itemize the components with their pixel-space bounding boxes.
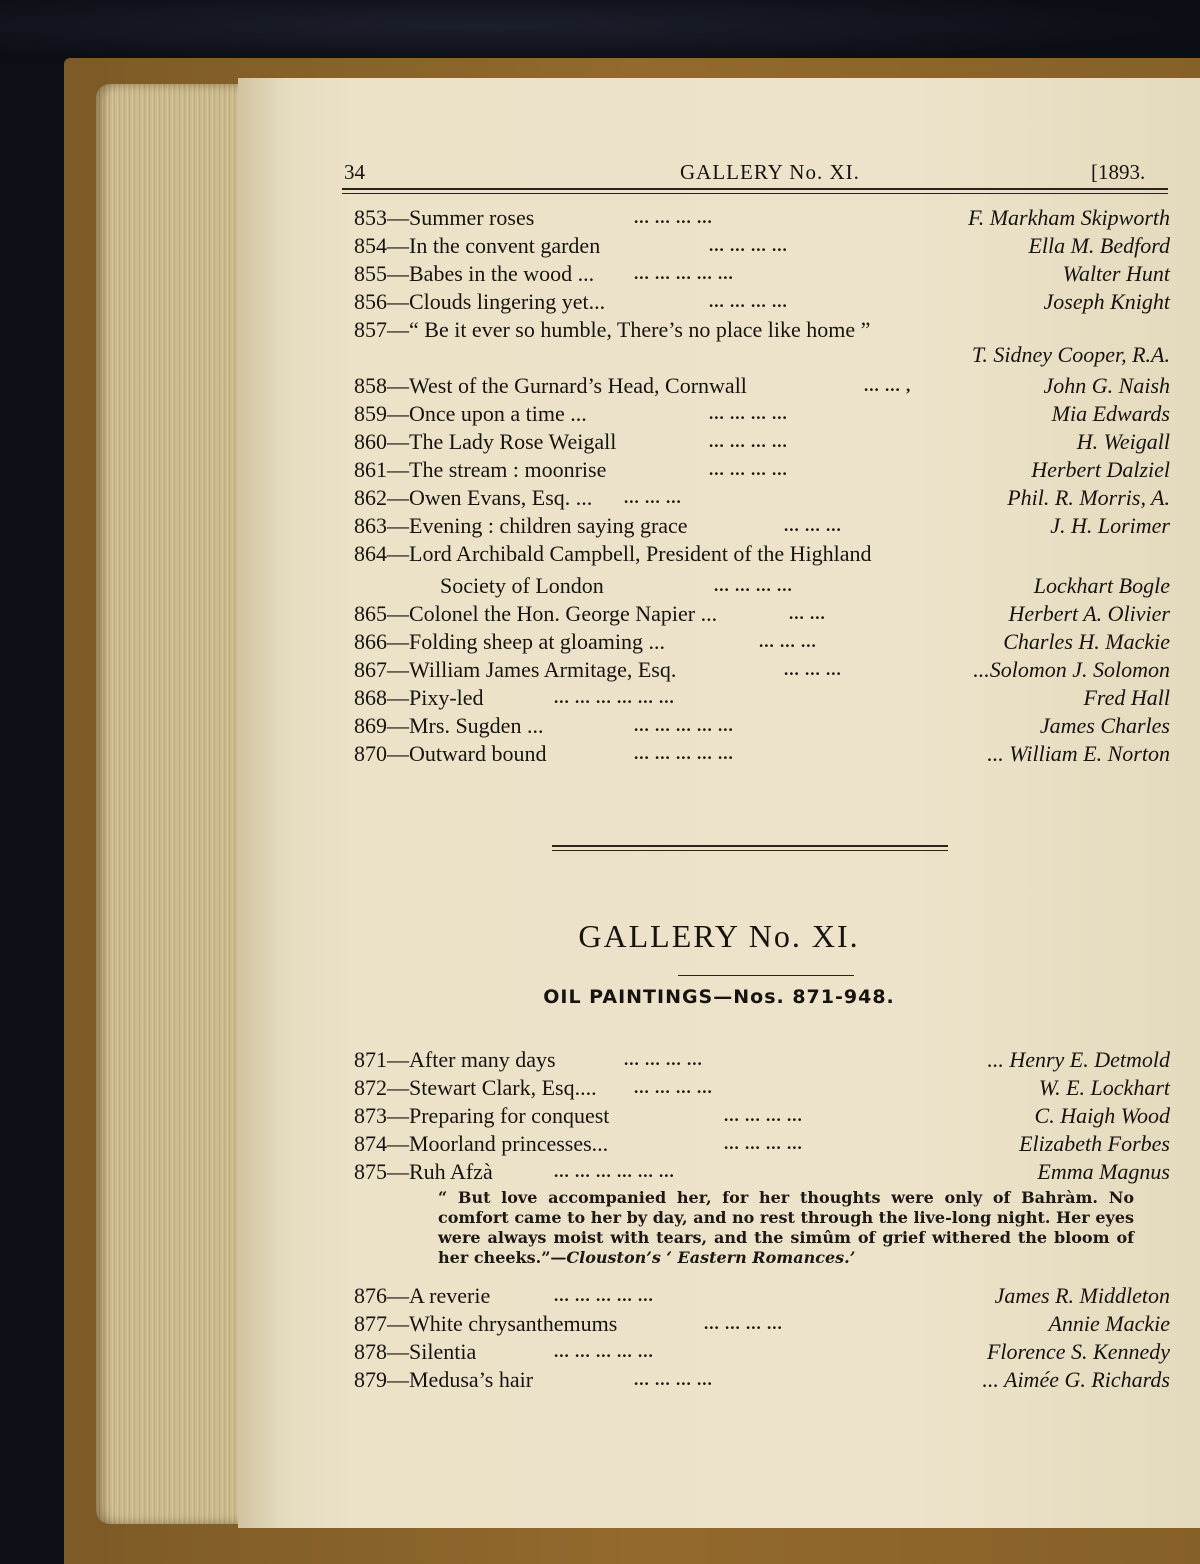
leader-dots: ... ... ... [759, 632, 817, 651]
entry-artist: ...Solomon J. Solomon [973, 657, 1170, 682]
leader-dots: ... ... ... ... ... ... [554, 688, 675, 707]
entry-number-title: 870—Outward bound [354, 741, 547, 766]
leader-dots: ... ... ... [624, 488, 682, 507]
leader-dots: ... ... ... ... ... ... [554, 1162, 675, 1181]
catalogue-entry [354, 1130, 1170, 1158]
catalogue-entry [354, 1074, 1170, 1102]
catalogue-entry [354, 400, 1170, 428]
catalogue-entry [354, 428, 1170, 456]
catalogue-entry [354, 656, 1170, 684]
entry-artist: James R. Middleton [994, 1283, 1170, 1308]
leader-dots: ... ... ... ... [714, 576, 793, 595]
entry-artist: J. H. Lorimer [1050, 513, 1170, 538]
entry-artist: W. E. Lockhart [1038, 1075, 1170, 1100]
leader-dots: ... ... , [864, 376, 912, 395]
section-divider-thin [552, 850, 948, 851]
catalogue-entry [354, 712, 1170, 740]
entry-artist: Annie Mackie [1048, 1311, 1170, 1336]
entry-artist: ... Henry E. Detmold [987, 1047, 1170, 1072]
entry-artist: Emma Magnus [1037, 1159, 1170, 1184]
entry-artist: H. Weigall [1076, 429, 1170, 454]
catalogue-entry [354, 1102, 1170, 1130]
entry-number-title: 879—Medusa’s hair [354, 1367, 534, 1392]
entry-number-title: 869—Mrs. Sugden ... [354, 713, 544, 738]
entry-artist-857: T. Sidney Cooper, R.A. [971, 342, 1170, 367]
entry-number-title: 868—Pixy-led [354, 685, 484, 710]
catalogue-entry [354, 684, 1170, 712]
entry-artist: Walter Hunt [1062, 261, 1170, 286]
entry-artist: Fred Hall [1083, 685, 1170, 710]
gallery-heading: GALLERY No. XI. [578, 918, 860, 954]
entry-number-title: 855—Babes in the wood ... [354, 261, 595, 286]
catalogue-entry [354, 540, 1170, 568]
entry-number-title: 867—William James Armitage, Esq. [354, 657, 677, 682]
entry-artist: Charles H. Mackie [1003, 629, 1170, 654]
header-rule-thin [342, 193, 1168, 194]
leader-dots: ... ... ... ... ... [634, 744, 734, 763]
catalogue-entry [354, 1338, 1170, 1366]
catalogue-entry [354, 628, 1170, 656]
leader-dots: ... ... ... [784, 660, 842, 679]
entry-artist: John G. Naish [1043, 373, 1170, 398]
entry-number-title: 853—Summer roses [354, 205, 535, 230]
entry-number-title: 863—Evening : children saying grace [354, 513, 688, 538]
entry-artist: F. Markham Skipworth [968, 205, 1170, 230]
leader-dots: ... ... ... ... ... [554, 1286, 654, 1305]
catalogue-entry [354, 260, 1170, 288]
catalogue-entry [354, 316, 1170, 344]
quotation-875 [438, 1188, 1134, 1268]
entry-number-title: 872—Stewart Clark, Esq.... [354, 1075, 597, 1100]
entry-artist-864: Lockhart Bogle [1033, 573, 1170, 598]
heading-rule [678, 975, 854, 976]
entry-artist: Ella M. Bedford [1028, 233, 1170, 258]
gallery-subheading: OIL PAINTINGS—Nos. 871-948. [543, 986, 895, 1008]
entry-number-title: 875—Ruh Afzà [354, 1159, 493, 1184]
entry-number-title: 866—Folding sheep at gloaming ... [354, 629, 666, 654]
entry-number-title: 865—Colonel the Hon. George Napier ... [354, 601, 718, 626]
book-page [238, 78, 1200, 1528]
entry-number-title: 859—Once upon a time ... [354, 401, 587, 426]
entry-artist: Joseph Knight [1043, 289, 1170, 314]
running-title: GALLERY No. XI. [680, 160, 860, 184]
catalogue-entry [354, 1046, 1170, 1074]
leader-dots: ... ... ... ... ... [634, 716, 734, 735]
entry-artist: Herbert Dalziel [1031, 457, 1170, 482]
entry-number-title: 876—A reverie [354, 1283, 491, 1308]
entry-number-title: 854—In the convent garden [354, 233, 601, 258]
quotation-source: Clouston’s ‘ Eastern Romances.’ [566, 1248, 856, 1267]
entry-artist: Herbert A. Olivier [1008, 601, 1170, 626]
page-number: 34 [344, 160, 365, 184]
entry-number-title: 874—Moorland princesses... [354, 1131, 609, 1156]
leader-dots: ... ... ... ... [709, 404, 788, 423]
catalogue-entry [354, 372, 1170, 400]
entry-number-title: 871—After many days [354, 1047, 556, 1072]
leader-dots: ... ... ... ... [709, 236, 788, 255]
running-year: [1893. [1091, 160, 1146, 184]
leader-dots: ... ... ... ... [704, 1314, 783, 1333]
catalogue-entry [354, 288, 1170, 316]
leader-dots: ... ... ... ... [709, 432, 788, 451]
leader-dots: ... ... ... ... ... [554, 1342, 654, 1361]
leader-dots: ... ... ... ... [634, 1078, 713, 1097]
leader-dots: ... ... [789, 604, 826, 623]
entry-number-title: 873—Preparing for conquest [354, 1103, 610, 1128]
entry-title-continuation: Society of London [440, 573, 604, 598]
entry-number-title: 858—West of the Gurnard’s Head, Cornwall [354, 373, 747, 398]
entry-864-continuation [354, 572, 1170, 600]
entry-number-title: 864—Lord Archibald Campbell, President of the Highland [354, 541, 872, 566]
entry-artist: Mia Edwards [1051, 401, 1170, 426]
catalogue-entry [354, 512, 1170, 540]
catalogue-entry [354, 484, 1170, 512]
catalogue-entry [354, 232, 1170, 260]
quotation-text: “ But love accompanied her, for her thoughts were only of Bahràm. No comfort came to her by day, and no rest through the live-long night. Her eyes were always moist with tears, and the simûm of grief withered the bloom of her cheeks.”— [438, 1188, 1134, 1267]
entry-number-title: 856—Clouds lingering yet... [354, 289, 606, 314]
leader-dots: ... ... ... [784, 516, 842, 535]
entry-number-title: 877—White chrysanthemums [354, 1311, 618, 1336]
entry-artist: James Charles [1039, 713, 1170, 738]
entry-number-title: 860—The Lady Rose Weigall [354, 429, 617, 454]
page-edges [96, 84, 246, 1524]
entry-artist: ... Aimée G. Richards [982, 1367, 1170, 1392]
header-rule [342, 188, 1168, 190]
leader-dots: ... ... ... ... ... [634, 264, 734, 283]
leader-dots: ... ... ... ... [624, 1050, 703, 1069]
catalogue-entry [354, 1158, 1170, 1186]
entry-artist: Phil. R. Morris, A. [1007, 485, 1170, 510]
entry-artist: C. Haigh Wood [1034, 1103, 1170, 1128]
entry-artist: Florence S. Kennedy [986, 1339, 1170, 1364]
section-divider [552, 845, 948, 847]
background-cloth [0, 0, 1200, 64]
leader-dots: ... ... ... ... [724, 1134, 803, 1153]
catalogue-entry [354, 1310, 1170, 1338]
entry-number-title: 861—The stream : moonrise [354, 457, 607, 482]
catalogue-entry [354, 740, 1170, 768]
entry-number-title: 857—“ Be it ever so humble, There’s no place like home ” [354, 317, 871, 342]
leader-dots: ... ... ... ... [709, 292, 788, 311]
leader-dots: ... ... ... ... [724, 1106, 803, 1125]
entry-number-title: 878—Silentia [354, 1339, 477, 1364]
entry-number-title: 862—Owen Evans, Esq. ... [354, 485, 593, 510]
catalogue-entry [354, 204, 1170, 232]
leader-dots: ... ... ... ... [709, 460, 788, 479]
entry-artist: ... William E. Norton [987, 741, 1170, 766]
leader-dots: ... ... ... ... [634, 1370, 713, 1389]
catalogue-entry [354, 600, 1170, 628]
entry-artist: Elizabeth Forbes [1019, 1131, 1170, 1156]
catalogue-entry [354, 1366, 1170, 1394]
catalogue-entry [354, 1282, 1170, 1310]
leader-dots: ... ... ... ... [634, 208, 713, 227]
catalogue-entry [354, 456, 1170, 484]
